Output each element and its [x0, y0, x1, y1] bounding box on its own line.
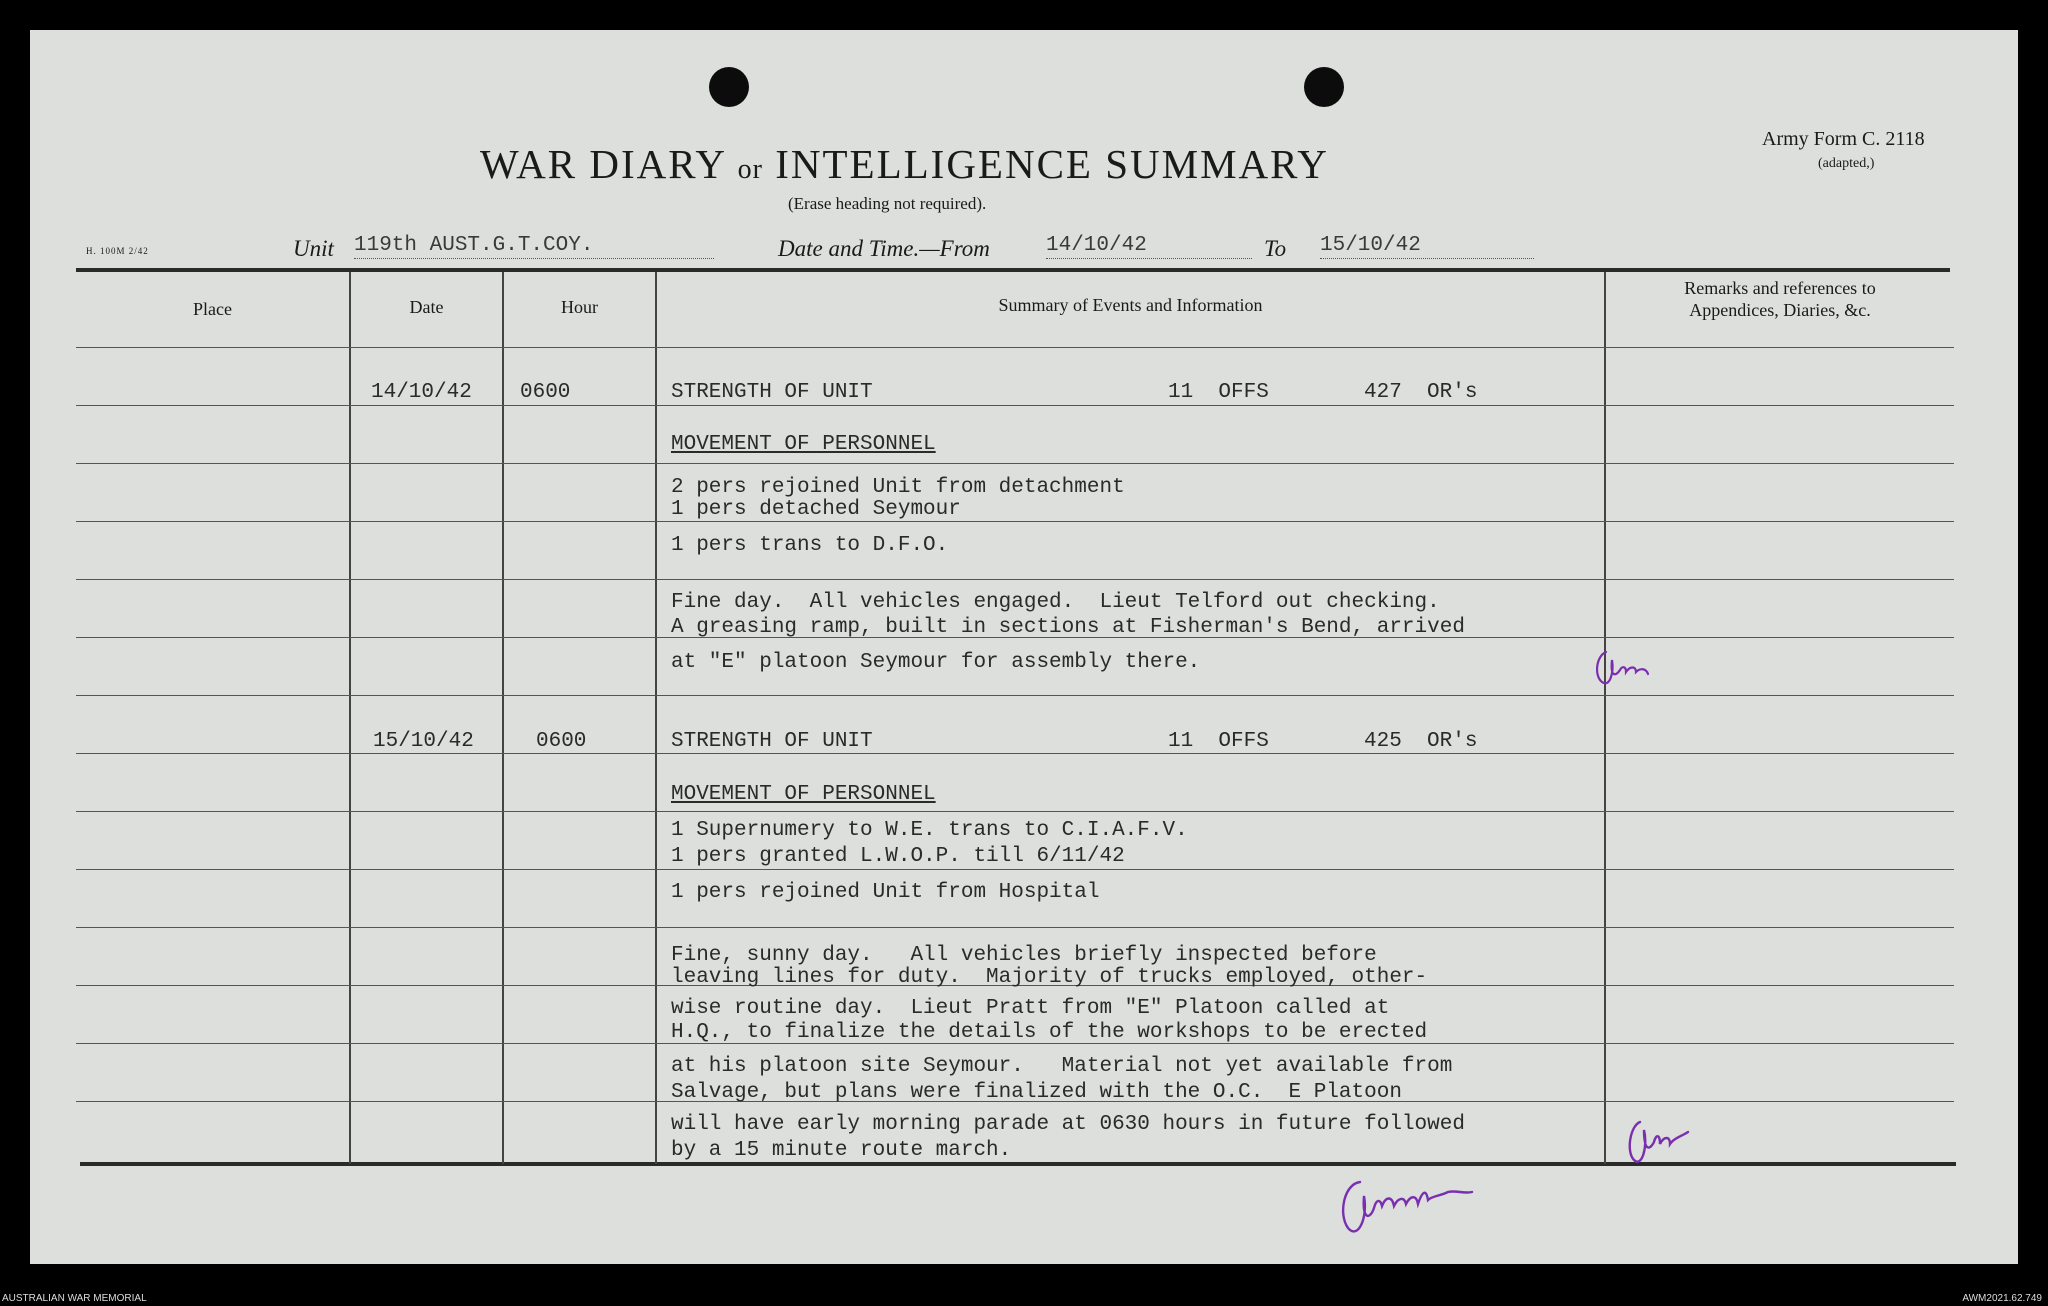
- punch-hole-right: [1304, 67, 1344, 107]
- row-rule: [76, 811, 1954, 812]
- adapted-note: (adapted,): [1818, 156, 1875, 171]
- summary-line: at his platoon site Seymour. Material not yet available from: [671, 1055, 1453, 1078]
- form-title: [480, 140, 1329, 188]
- punch-hole-left: [709, 67, 749, 107]
- row-rule: [76, 753, 1954, 754]
- strength-offs: 11 OFFS: [1168, 381, 1269, 404]
- summary-line: Fine, sunny day. All vehicles briefly inspected before: [671, 944, 1377, 967]
- summary-line: will have early morning parade at 0630 hours in future followed: [671, 1113, 1465, 1136]
- strength-ors: 427 OR's: [1364, 381, 1478, 404]
- column-header-remarks-line1: Remarks and references to: [1684, 278, 1876, 298]
- summary-line: 1 pers granted L.W.O.P. till 6/11/42: [671, 845, 1125, 868]
- row-rule: [76, 927, 1954, 928]
- summary-line: Salvage, but plans were finalized with the O.C. E Platoon: [671, 1081, 1402, 1104]
- summary-line: wise routine day. Lieut Pratt from "E" Platoon called at: [671, 997, 1390, 1020]
- column-header-hour: Hour: [561, 297, 598, 317]
- row-rule: [76, 521, 1954, 522]
- document-page: [30, 30, 2018, 1264]
- column-header-date: Date: [409, 297, 444, 317]
- table-top-rule: [76, 268, 1950, 272]
- row-rule: [76, 347, 1954, 348]
- handwritten-initials-1: [1592, 648, 1652, 690]
- row-rule: [76, 869, 1954, 870]
- strength-label: STRENGTH OF UNIT: [671, 381, 873, 404]
- footer-reference: AWM2021.62.749: [1962, 1293, 2042, 1304]
- movement-heading: MOVEMENT OF PERSONNEL: [671, 783, 936, 806]
- column-header-remarks-line2: Appendices, Diaries, &c.: [1689, 300, 1871, 320]
- summary-line: H.Q., to finalize the details of the workshops to be erected: [671, 1021, 1428, 1044]
- summary-line: leaving lines for duty. Majority of trucks employed, other-: [671, 966, 1428, 989]
- row-rule: [76, 579, 1954, 580]
- summary-line: 1 pers trans to D.F.O.: [671, 534, 949, 557]
- strength-ors: 425 OR's: [1364, 730, 1478, 753]
- entry-hour: 0600: [536, 730, 587, 753]
- form-code: H. 100M 2/42: [86, 246, 149, 256]
- strength-label: STRENGTH OF UNIT: [671, 730, 873, 753]
- handwritten-signature: [1336, 1174, 1476, 1244]
- handwritten-initials-2: [1622, 1116, 1692, 1172]
- title-war-diary: WAR DIARY: [480, 141, 726, 187]
- summary-line: at "E" platoon Seymour for assembly there.: [671, 651, 1201, 674]
- summary-line: A greasing ramp, built in sections at Fisherman's Bend, arrived: [671, 616, 1465, 639]
- column-header-summary: Summary of Events and Information: [998, 295, 1263, 315]
- title-intelligence-summary: INTELLIGENCE SUMMARY: [775, 141, 1329, 187]
- erase-note: (Erase heading not required).: [788, 194, 987, 213]
- row-rule: [76, 405, 1954, 406]
- movement-heading: MOVEMENT OF PERSONNEL: [671, 433, 936, 456]
- entry-date: 14/10/42: [371, 381, 472, 404]
- summary-line: 2 pers rejoined Unit from detachment: [671, 476, 1125, 499]
- row-rule: [76, 695, 1954, 696]
- date-time-label: Date and Time.—From: [778, 236, 990, 261]
- footer-source: AUSTRALIAN WAR MEMORIAL: [2, 1293, 147, 1304]
- entry-date: 15/10/42: [373, 730, 474, 753]
- summary-line: Fine day. All vehicles engaged. Lieut Telford out checking.: [671, 591, 1440, 614]
- column-header-place: Place: [193, 299, 232, 319]
- summary-line: 1 Supernumery to W.E. trans to C.I.A.F.V.: [671, 819, 1188, 842]
- summary-line: 1 pers detached Seymour: [671, 498, 961, 521]
- entry-hour: 0600: [520, 381, 571, 404]
- summary-line: 1 pers rejoined Unit from Hospital: [671, 881, 1100, 904]
- date-from-value: 14/10/42: [1046, 234, 1252, 259]
- unit-value: 119th AUST.G.T.COY.: [354, 234, 714, 259]
- unit-label: Unit: [293, 236, 334, 261]
- row-rule: [76, 463, 1954, 464]
- summary-line: by a 15 minute route march.: [671, 1139, 1012, 1162]
- to-label: To: [1264, 236, 1287, 261]
- date-to-value: 15/10/42: [1320, 234, 1534, 259]
- title-or: or: [737, 154, 763, 185]
- army-form-number: Army Form C. 2118: [1762, 128, 1925, 150]
- strength-offs: 11 OFFS: [1168, 730, 1269, 753]
